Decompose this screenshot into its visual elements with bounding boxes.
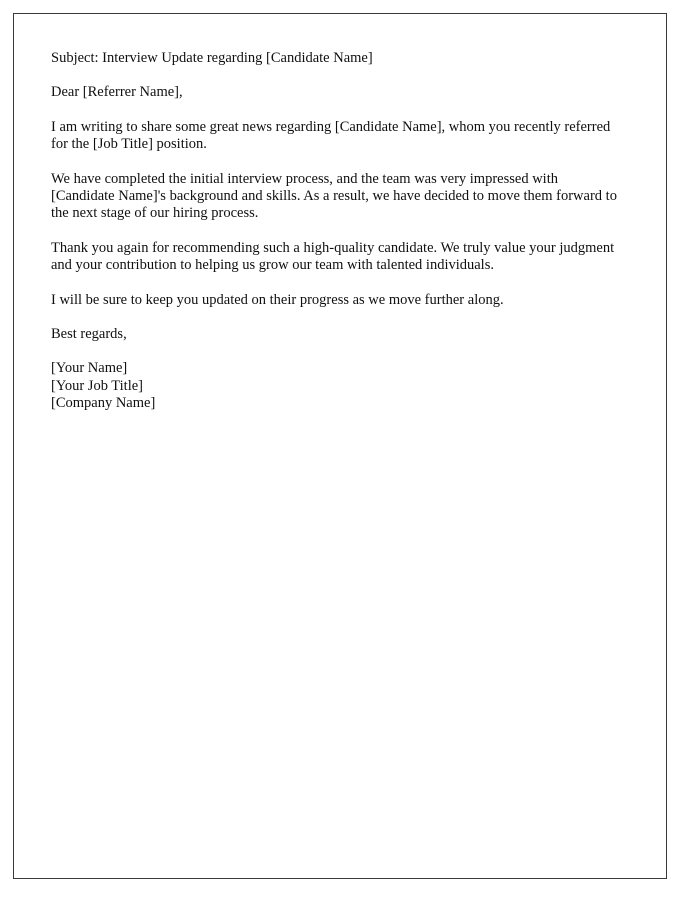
subject-line: Subject: Interview Update regarding [Candidate Name]: [51, 50, 373, 66]
paragraph-3: Thank you again for recommending such a high-quality candidate. We truly value your judgment and your contribution to helping us grow our team with talented individuals.: [51, 239, 615, 274]
letter-body: [51, 50, 617, 413]
salutation: Dear [Referrer Name],: [51, 84, 183, 101]
signature-company: [Company Name]: [51, 395, 156, 412]
letter-page: [13, 13, 667, 879]
signature-job-title: [Your Job Title]: [51, 377, 144, 394]
paragraph-4: I will be sure to keep you updated on their progress as we move further along.: [51, 291, 504, 308]
signature-name: [Your Name]: [51, 360, 128, 377]
paragraph-1: I am writing to share some great news regarding [Candidate Name], whom you recently referred for the [Job Title] position.: [51, 118, 611, 153]
signature-block: [51, 360, 617, 412]
paragraph-2: We have completed the initial interview process, and the team was very impressed with [Candidate Name]'s background and skills. As a result, we have decided to move them forward to the next stage of our hiring process.: [51, 170, 617, 222]
closing: Best regards,: [51, 326, 127, 343]
